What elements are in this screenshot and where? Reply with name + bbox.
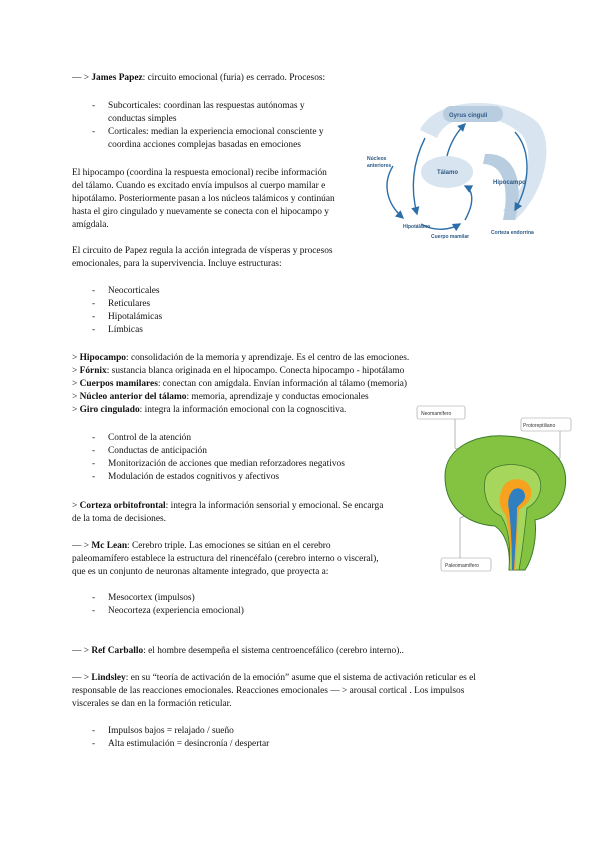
list-item: Monitorización de acciones que median reforzadores negativos — [108, 459, 345, 469]
label-nucleos: Núcleos — [367, 156, 387, 162]
list-dash: - — [92, 739, 96, 749]
list-dash: - — [92, 446, 96, 456]
paragraph-line: de la toma de decisiones. — [72, 514, 166, 524]
definition-line: > Hipocampo: consolidación de la memoria y aprendizaje. Es el centro de las emociones. — [72, 353, 410, 363]
list-dash: - — [92, 286, 96, 296]
paragraph-line: emocionales, para la supervivencia. Incluye estructuras: — [72, 259, 282, 269]
arrow — [447, 124, 465, 156]
list-item: Hipotalámicas — [108, 312, 163, 322]
list-dash: - — [92, 606, 96, 616]
paragraph-line: responsable de las reacciones emocionales. Reacciones emocionales — > arousal cortical . Los impulsos — [72, 686, 465, 696]
list-dash: - — [92, 312, 96, 322]
paragraph-line: El circuito de Papez regula la acción integrada de vísperas y procesos — [72, 246, 333, 256]
definition-line: > Cuerpos mamilares: conectan con amígdala. Envían información al tálamo (memoria) — [72, 379, 407, 389]
label-hipotalamo: Hipotálamo — [403, 224, 431, 230]
definition-line: > Núcleo anterior del tálamo: memoria, aprendizaje y conductas emocionales — [72, 392, 369, 402]
list-dash: - — [92, 127, 96, 137]
label-paleo: Paleomamífero — [445, 563, 479, 569]
list-item: Mesocortex (impulsos) — [108, 593, 195, 603]
label-gyrus: Gyrus cinguli — [449, 113, 488, 119]
list-item: Reticulares — [108, 299, 151, 309]
paragraph-line: hasta el giro cingulado y nuevamente se conecta con el hipocampo y — [72, 207, 329, 217]
list-dash: - — [92, 325, 96, 335]
list-dash: - — [92, 472, 96, 482]
list-item: Modulación de estados cognitivos y afectivos — [108, 472, 280, 482]
mclean-heading: — > Mc Lean: Cerebro triple. Las emociones se sitúan en el cerebro — [72, 541, 331, 551]
list-item: Corticales: median la experiencia emocional consciente y — [108, 127, 324, 137]
definition-line: > Fórnix: sustancia blanca originada en el hipocampo. Conecta hipocampo - hipotálamo — [72, 366, 405, 376]
list-item: Conductas de anticipación — [108, 446, 207, 456]
list-dash: - — [92, 299, 96, 309]
paragraph-line: que es un conjunto de neuronas altamente integrado, que proyecta a: — [72, 567, 329, 577]
list-dash: - — [92, 101, 96, 111]
list-item: Límbicas — [108, 325, 143, 335]
arrow — [387, 166, 403, 218]
triune-brain-diagram — [405, 398, 585, 578]
paragraph-line: El hipocampo (coordina la respuesta emocional) recibe información — [72, 168, 327, 178]
list-dash: - — [92, 593, 96, 603]
definition-line: > Giro cingulado: integra la información emocional con la cognoscitiva. — [72, 405, 347, 415]
paragraph-line: amígdala. — [72, 220, 109, 230]
list-item: Neocorteza (experiencia emocional) — [108, 606, 244, 616]
carballo-line: — > Ref Carballo: el hombre desempeña el sistema centroencefálico (cerebro interno).. — [72, 646, 405, 656]
paragraph-line: viscerales se dan en la formación reticular. — [72, 699, 232, 709]
list-item-cont: coordina acciones complejas basadas en emociones — [108, 140, 301, 150]
label-corteza: Corteza endorrina — [491, 230, 534, 236]
papez-heading: — > James Papez: circuito emocional (furia) es cerrado. Procesos: — [72, 73, 326, 83]
papez-name: James Papez — [91, 73, 143, 83]
arrow — [465, 186, 472, 220]
label-nucleos-2: anteriores — [367, 163, 392, 169]
label-proto: Protoreptiliano — [523, 423, 556, 429]
list-dash: - — [92, 726, 96, 736]
list-item: Impulsos bajos = relajado / sueño — [108, 726, 234, 736]
label-cuerpo-mamilar: Cuerpo mamilar — [431, 234, 470, 240]
papez-circuit-diagram — [365, 92, 555, 242]
paragraph-line: del tálamo. Cuando es excitado envía impulsos al cuerpo mamilar e — [72, 181, 326, 191]
list-item-cont: conductas simples — [108, 114, 177, 124]
label-hipocampo: Hipocampo — [493, 180, 526, 186]
label-neo: Neomamífero — [421, 411, 452, 417]
hippocampus-band — [483, 154, 519, 220]
list-item: Control de la atención — [108, 433, 192, 443]
label-talamo: Tálamo — [437, 170, 459, 176]
paragraph-line: hipotálamo. Posteriormente pasan a los núcleos talámicos y continúan — [72, 194, 335, 204]
list-item: Subcorticales: coordinan las respuestas autónomas y — [108, 101, 305, 111]
list-dash: - — [92, 459, 96, 469]
lindsley-heading: — > Lindsley: en su “teoría de activación de la emoción” asume que el sistema de activación reticular es el — [72, 673, 476, 683]
list-dash: - — [92, 433, 96, 443]
paragraph-line: paleomamífero establece la estructura del rinencéfalo (cerebro interno o visceral), — [72, 554, 379, 564]
list-item: Alta estimulación = desincronía / despertar — [108, 739, 270, 749]
orbitofrontal-line: > Corteza orbitofrontal: integra la información sensorial y emocional. Se encarga — [72, 501, 384, 511]
list-item: Neocorticales — [108, 286, 160, 296]
